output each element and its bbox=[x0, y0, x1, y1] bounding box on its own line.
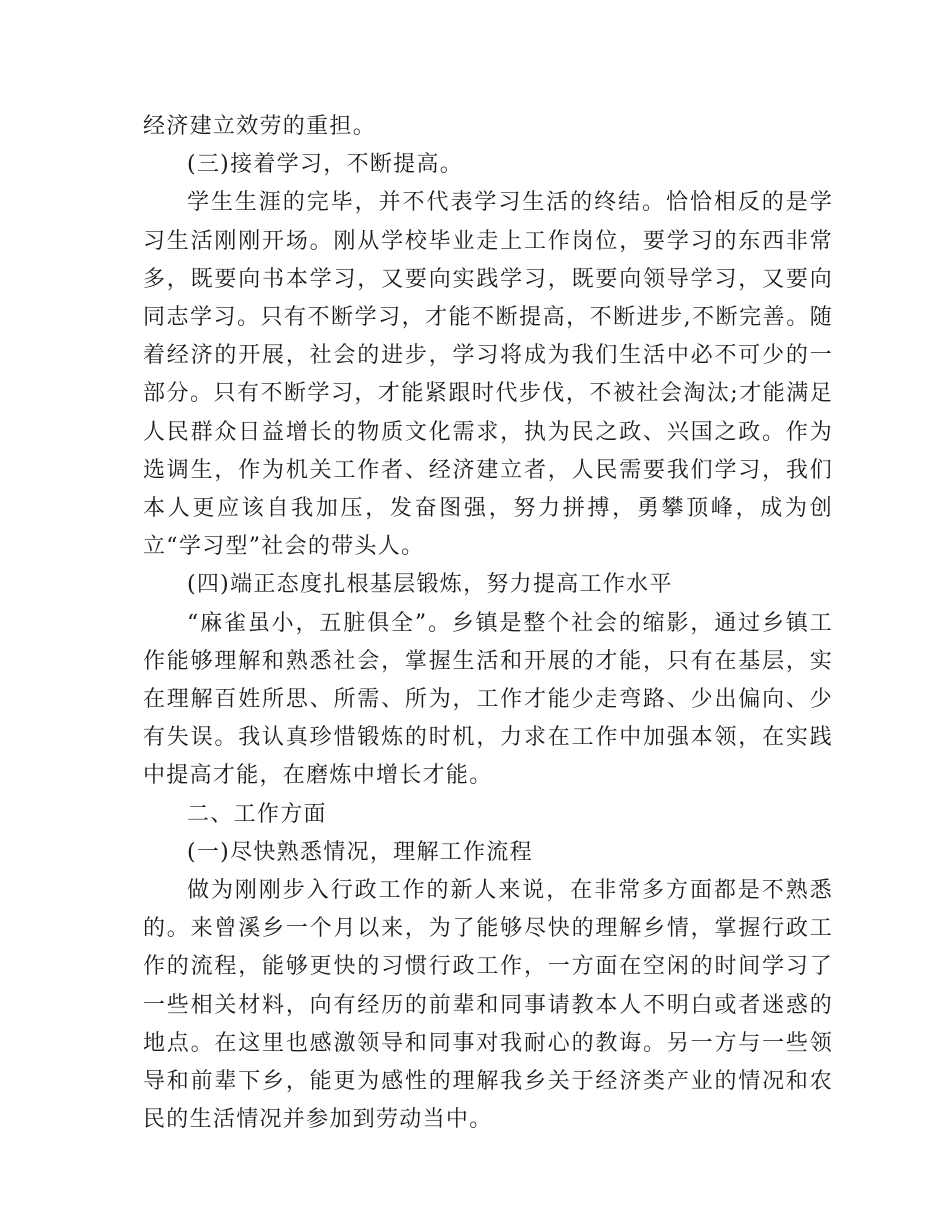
paragraph-attitude: “麻雀虽小，五脏俱全”。乡镇是整个社会的缩影，通过乡镇工作能够理解和熟悉社会，掌握生活和开展的才能，只有在基层，实在理解百姓所思、所需、所为，工作才能少走弯路、少出偏向、少有失误。我认真珍惜锻炼的时机，力求在工作中加强本领，在实践中提高才能，在磨炼中增长才能。 bbox=[143, 610, 833, 789]
subsection-heading-familiarize: (一)尽快熟悉情况，理解工作流程 bbox=[187, 839, 533, 865]
section-heading-attitude: (四)端正态度扎根基层锻炼，努力提高工作水平 bbox=[187, 572, 673, 598]
paragraph-continuation: 经济建立效劳的重担。 bbox=[143, 114, 377, 139]
paragraph-familiarize: 做为刚刚步入行政工作的新人来说，在非常多方面都是不熟悉的。来曾溪乡一个月以来，为了能够尽快的理解乡情，掌握行政工作的流程，能够更快的习惯行政工作，一方面在空闲的时间学习了一些相关材料，向有经历的前辈和同事请教本人不明白或者迷惑的地点。在这里也感激领导和同事对我耐心的教诲。另一方与一些领导和前辈下乡，能更为感性的理解我乡关于经济类产业的情况和农民的生活情况并参加到劳动当中。 bbox=[143, 878, 833, 1133]
section-heading-work: 二、工作方面 bbox=[187, 801, 327, 827]
section-heading-study: (三)接着学习，不断提高。 bbox=[187, 152, 464, 178]
paragraph-study: 学生生涯的完毕，并不代表学习生活的终结。恰恰相反的是学习生活刚刚开场。刚从学校毕业走上工作岗位，要学习的东西非常多，既要向书本学习，又要向实践学习，既要向领导学习，又要向同志学习。只有不断学习，才能不断提高，不断进步,不断完善。随着经济的开展，社会的进步，学习将成为我们生活中必不可少的一部分。只有不断学习，才能紧跟时代步伐，不被社会淘汰;才能满足人民群众日益增长的物质文化需求，执为民之政、兴国之政。作为选调生，作为机关工作者、经济建立者，人民需要我们学习，我们本人更应该自我加压，发奋图强，努力拼搏，勇攀顶峰，成为创立“学习型”社会的带头人。 bbox=[143, 190, 833, 560]
document-body bbox=[143, 108, 833, 1139]
